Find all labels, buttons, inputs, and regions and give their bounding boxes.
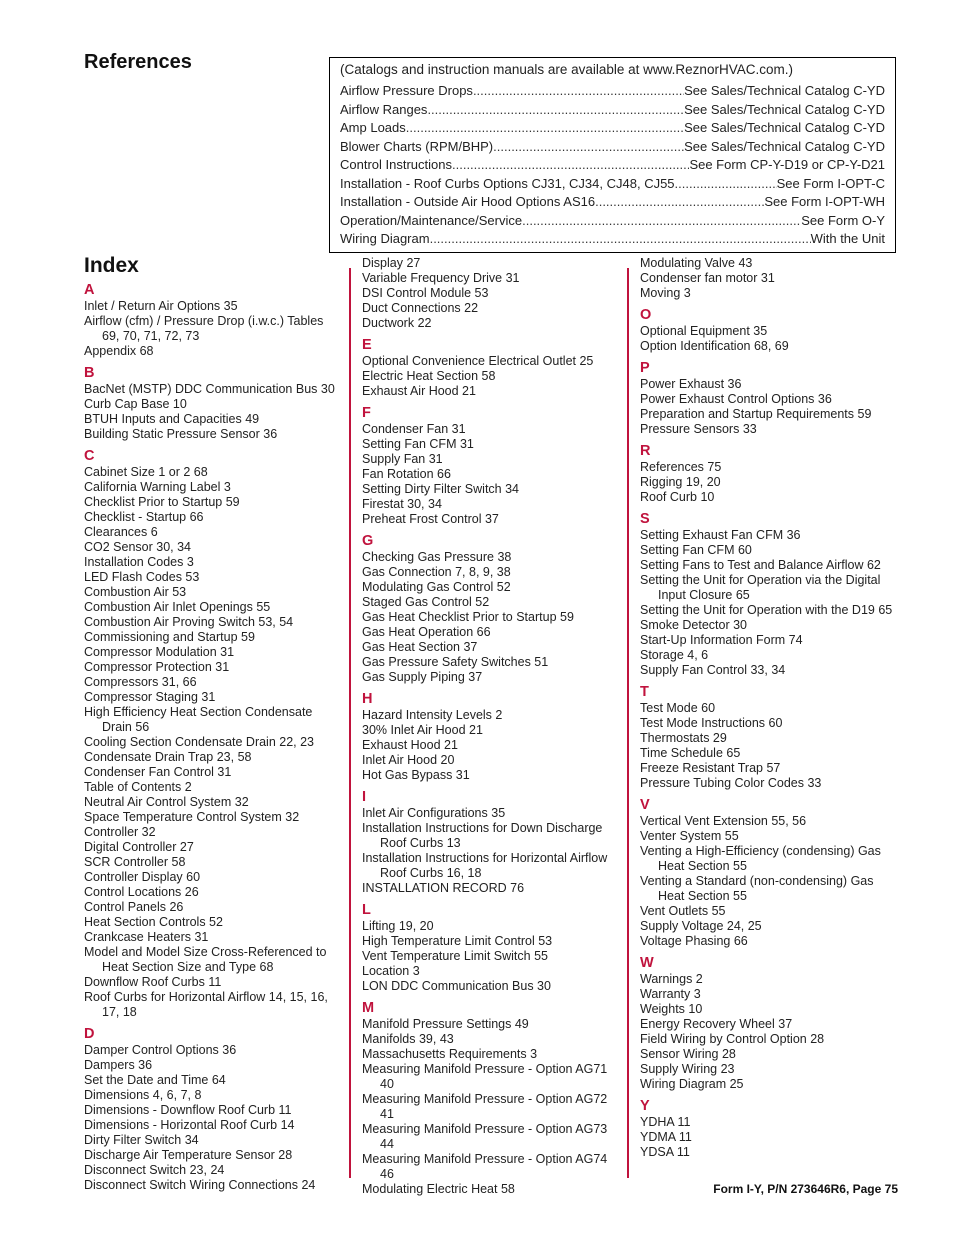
index-entry: Cooling Section Condensate Drain 22, 23 <box>84 735 315 749</box>
index-letter: S <box>640 511 650 527</box>
index-entry: CO2 Sensor 30, 34 <box>84 540 192 554</box>
index-entry: Combustion Air Proving Switch 53, 54 <box>84 615 294 629</box>
reference-topic: Installation - Outside Air Hood Options AS16 <box>340 194 596 209</box>
index-entry: LED Flash Codes 53 <box>84 570 200 584</box>
reference-topic: Airflow Ranges <box>340 101 428 117</box>
index-entry: Venting a High-Efficiency (condensing) Gas Heat Section 55 <box>640 844 881 873</box>
index-entry: Condensate Drain Trap 23, 58 <box>84 750 252 764</box>
dot-leader <box>493 139 684 154</box>
column-divider <box>349 268 351 1178</box>
index-letter: H <box>362 691 373 707</box>
index-entry: INSTALLATION RECORD 76 <box>362 881 525 895</box>
reference-row <box>340 194 885 213</box>
references-note: (Catalogs and instruction manuals are available at www.ReznorHVAC.com.) <box>340 62 793 77</box>
reference-see: See Form O-Y <box>801 212 885 228</box>
index-entry: BTUH Inputs and Capacities 49 <box>84 412 260 426</box>
index-entry: Compressor Protection 31 <box>84 660 230 674</box>
dot-leader <box>406 120 684 135</box>
index-entry: YDMA 11 <box>640 1130 692 1144</box>
dot-leader <box>595 194 764 209</box>
index-letter: O <box>640 307 652 323</box>
dot-leader <box>452 157 689 172</box>
index-entry: Field Wiring by Control Option 28 <box>640 1032 825 1046</box>
index-entry: DSI Control Module 53 <box>362 286 489 300</box>
index-entry: Wiring Diagram 25 <box>640 1077 744 1091</box>
reference-row <box>340 139 885 158</box>
index-entry: Checking Gas Pressure 38 <box>362 550 512 564</box>
reference-topic: Installation - Roof Curbs Options CJ31, CJ34, CJ48, CJ55 <box>340 175 675 191</box>
index-entry: Vent Outlets 55 <box>640 904 726 918</box>
index-entry: Control Locations 26 <box>84 885 199 899</box>
index-entry: Modulating Valve 43 <box>640 256 753 270</box>
index-entry: Roof Curbs for Horizontal Airflow 14, 15, 16, 17, 18 <box>84 990 328 1019</box>
index-entry: Vertical Vent Extension 55, 56 <box>640 814 807 828</box>
index-entry: Gas Heat Checklist Prior to Startup 59 <box>362 610 574 624</box>
index-entry: Test Mode 60 <box>640 701 716 715</box>
index-entry: Heat Section Controls 52 <box>84 915 223 929</box>
index-entry: Thermostats 29 <box>640 731 727 745</box>
references-list <box>340 83 885 250</box>
index-entry: Compressor Modulation 31 <box>84 645 235 659</box>
index-entry: Control Panels 26 <box>84 900 184 914</box>
index-entry: Controller 32 <box>84 825 156 839</box>
index-entry: Pressure Tubing Color Codes 33 <box>640 776 822 790</box>
index-entry: Neutral Air Control System 32 <box>84 795 249 809</box>
index-entry: Crankcase Heaters 31 <box>84 930 209 944</box>
index-entry: Freeze Resistant Trap 57 <box>640 761 781 775</box>
index-letter: I <box>362 789 367 805</box>
index-entry: Inlet Air Configurations 35 <box>362 806 506 820</box>
dot-leader <box>427 102 684 117</box>
index-entry: Roof Curb 10 <box>640 490 715 504</box>
index-entry: Compressors 31, 66 <box>84 675 197 689</box>
index-entry: Setting Exhaust Fan CFM 36 <box>640 528 801 542</box>
index-entry: Smoke Detector 30 <box>640 618 747 632</box>
index-entry: Combustion Air 53 <box>84 585 187 599</box>
index-entry: Table of Contents 2 <box>84 780 192 794</box>
reference-see: See Form CP-Y-D19 or CP-Y-D21 <box>689 157 885 172</box>
index-letter: W <box>640 955 654 971</box>
index-entry: Hot Gas Bypass 31 <box>362 768 470 782</box>
index-entry: Optional Equipment 35 <box>640 324 768 338</box>
index-column-2 <box>362 256 624 1197</box>
index-entry: Pressure Sensors 33 <box>640 422 757 436</box>
index-entry: Inlet / Return Air Options 35 <box>84 299 238 313</box>
index-entry: 30% Inlet Air Hood 21 <box>362 723 483 737</box>
index-letter: F <box>362 405 371 421</box>
index-entry: Test Mode Instructions 60 <box>640 716 783 730</box>
reference-topic: Blower Charts (RPM/BHP) <box>340 138 494 154</box>
index-entry: Set the Date and Time 64 <box>84 1073 226 1087</box>
index-entry: Setting Dirty Filter Switch 34 <box>362 482 519 496</box>
index-entry: References 75 <box>640 460 722 474</box>
index-letter: B <box>84 365 95 381</box>
reference-topic: Airflow Pressure Drops <box>340 83 473 98</box>
index-entry: BacNet (MSTP) DDC Communication Bus 30 <box>84 382 335 396</box>
index-entry: Setting the Unit for Operation via the Digital Input Closure 65 <box>640 573 881 602</box>
index-entry: Discharge Air Temperature Sensor 28 <box>84 1148 293 1162</box>
index-entry: Duct Connections 22 <box>362 301 479 315</box>
index-entry: Disconnect Switch 23, 24 <box>84 1163 225 1177</box>
index-entry: California Warning Label 3 <box>84 480 231 494</box>
index-letter: M <box>362 1000 375 1016</box>
index-entry: Compressor Staging 31 <box>84 690 216 704</box>
dot-leader <box>473 83 684 98</box>
index-heading: Index <box>84 254 139 277</box>
index-entry: Preheat Frost Control 37 <box>362 512 499 526</box>
index-entry: Checklist Prior to Startup 59 <box>84 495 240 509</box>
index-entry: Display 27 <box>362 256 421 270</box>
index-entry: Gas Heat Section 37 <box>362 640 478 654</box>
reference-topic: Wiring Diagram <box>340 231 430 246</box>
index-entry: Voltage Phasing 66 <box>640 934 748 948</box>
references-box <box>329 57 896 253</box>
index-entry: Disconnect Switch Wiring Connections 24 <box>84 1178 316 1192</box>
index-entry: Dimensions 4, 6, 7, 8 <box>84 1088 202 1102</box>
index-entry: LON DDC Communication Bus 30 <box>362 979 551 993</box>
index-entry: High Efficiency Heat Section Condensate Drain 56 <box>84 705 313 734</box>
index-letter: P <box>640 360 650 376</box>
index-letter: V <box>640 797 650 813</box>
index-entry: Weights 10 <box>640 1002 703 1016</box>
index-entry: Checklist - Startup 66 <box>84 510 204 524</box>
reference-row <box>340 102 885 121</box>
index-entry: Power Exhaust 36 <box>640 377 742 391</box>
index-entry: Gas Pressure Safety Switches 51 <box>362 655 549 669</box>
index-entry: Supply Fan Control 33, 34 <box>640 663 786 677</box>
index-entry: Building Static Pressure Sensor 36 <box>84 427 278 441</box>
reference-topic: Operation/Maintenance/Service <box>340 212 523 228</box>
index-entry: Firestat 30, 34 <box>362 497 442 511</box>
index-letter: C <box>84 448 95 464</box>
reference-row <box>340 120 885 139</box>
reference-see: See Sales/Technical Catalog C-YD <box>684 101 885 117</box>
reference-row <box>340 231 885 250</box>
index-entry: Energy Recovery Wheel 37 <box>640 1017 793 1031</box>
index-entry: Exhaust Hood 21 <box>362 738 458 752</box>
page-footer: Form I-Y, P/N 273646R6, Page 75 <box>713 1182 898 1196</box>
index-entry: Curb Cap Base 10 <box>84 397 187 411</box>
index-entry: Modulating Gas Control 52 <box>362 580 511 594</box>
index-entry: Storage 4, 6 <box>640 648 709 662</box>
index-entry: Start-Up Information Form 74 <box>640 633 803 647</box>
index-entry: Condenser Fan Control 31 <box>84 765 232 779</box>
index-entry: Condenser Fan 31 <box>362 422 466 436</box>
reference-topic: Control Instructions <box>340 157 452 172</box>
index-entry: Warranty 3 <box>640 987 701 1001</box>
index-entry: Venter System 55 <box>640 829 739 843</box>
index-entry: YDHA 11 <box>640 1115 691 1129</box>
index-entry: Electric Heat Section 58 <box>362 369 496 383</box>
index-entry: Gas Supply Piping 37 <box>362 670 483 684</box>
reference-row <box>340 176 885 195</box>
index-entry: Dimensions - Horizontal Roof Curb 14 <box>84 1118 295 1132</box>
index-entry: Staged Gas Control 52 <box>362 595 490 609</box>
reference-row <box>340 213 885 232</box>
index-entry: Installation Instructions for Down Discharge Roof Curbs 13 <box>362 821 603 850</box>
index-entry: Supply Voltage 24, 25 <box>640 919 762 933</box>
index-entry: Setting Fans to Test and Balance Airflow 62 <box>640 558 881 572</box>
index-entry: Preparation and Startup Requirements 59 <box>640 407 872 421</box>
dot-leader <box>522 213 801 228</box>
index-entry: Power Exhaust Control Options 36 <box>640 392 832 406</box>
index-entry: Cabinet Size 1 or 2 68 <box>84 465 208 479</box>
index-letter: E <box>362 337 372 353</box>
index-column-3 <box>640 256 902 1160</box>
index-entry: Supply Wiring 23 <box>640 1062 735 1076</box>
reference-see: See Form I-OPT-C <box>776 175 885 191</box>
index-entry: Gas Heat Operation 66 <box>362 625 491 639</box>
reference-see: See Sales/Technical Catalog C-YD <box>684 83 885 98</box>
index-entry: Measuring Manifold Pressure - Option AG71 40 <box>362 1062 608 1091</box>
index-entry: Dampers 36 <box>84 1058 153 1072</box>
index-entry: Space Temperature Control System 32 <box>84 810 300 824</box>
index-entry: Venting a Standard (non-condensing) Gas Heat Section 55 <box>640 874 874 903</box>
index-entry: Digital Controller 27 <box>84 840 194 854</box>
index-entry: Measuring Manifold Pressure - Option AG74 46 <box>362 1152 608 1181</box>
index-entry: Ductwork 22 <box>362 316 432 330</box>
reference-see: See Form I-OPT-WH <box>764 194 885 209</box>
index-entry: Sensor Wiring 28 <box>640 1047 736 1061</box>
index-letter: Y <box>640 1098 650 1114</box>
index-entry: Fan Rotation 66 <box>362 467 451 481</box>
index-entry: Massachusetts Requirements 3 <box>362 1047 538 1061</box>
index-entry: Commissioning and Startup 59 <box>84 630 255 644</box>
index-entry: Setting the Unit for Operation with the D19 65 <box>640 603 893 617</box>
index-entry: Airflow (cfm) / Pressure Drop (i.w.c.) Tables 69, 70, 71, 72, 73 <box>84 314 324 343</box>
index-entry: Condenser fan motor 31 <box>640 271 775 285</box>
dot-leader <box>430 231 811 246</box>
index-entry: Time Schedule 65 <box>640 746 741 760</box>
index-entry: Optional Convenience Electrical Outlet 25 <box>362 354 594 368</box>
index-entry: Location 3 <box>362 964 420 978</box>
index-entry: Warnings 2 <box>640 972 703 986</box>
index-entry: Clearances 6 <box>84 525 158 539</box>
index-entry: Variable Frequency Drive 31 <box>362 271 520 285</box>
index-entry: Hazard Intensity Levels 2 <box>362 708 503 722</box>
index-letter: L <box>362 902 371 918</box>
references-heading: References <box>84 51 192 73</box>
index-entry: Installation Instructions for Horizontal Airflow Roof Curbs 16, 18 <box>362 851 608 880</box>
index-entry: Controller Display 60 <box>84 870 201 884</box>
index-entry: Inlet Air Hood 20 <box>362 753 455 767</box>
index-entry: Damper Control Options 36 <box>84 1043 237 1057</box>
index-entry: Vent Temperature Limit Switch 55 <box>362 949 548 963</box>
index-entry: Manifold Pressure Settings 49 <box>362 1017 529 1031</box>
index-entry: Supply Fan 31 <box>362 452 443 466</box>
index-entry: YDSA 11 <box>640 1145 690 1159</box>
index-entry: Exhaust Air Hood 21 <box>362 384 476 398</box>
index-entry: Installation Codes 3 <box>84 555 194 569</box>
reference-row <box>340 83 885 102</box>
index-letter: T <box>640 684 649 700</box>
index-column-1 <box>84 282 344 1193</box>
reference-see: With the Unit <box>810 231 885 246</box>
index-entry: Modulating Electric Heat 58 <box>362 1182 515 1196</box>
reference-row <box>340 157 885 176</box>
reference-topic: Amp Loads <box>340 120 406 135</box>
reference-see: See Sales/Technical Catalog C-YD <box>684 138 885 154</box>
index-entry: Measuring Manifold Pressure - Option AG73 44 <box>362 1122 608 1151</box>
index-entry: Model and Model Size Cross-Referenced to Heat Section Size and Type 68 <box>84 945 327 974</box>
index-entry: Dimensions - Downflow Roof Curb 11 <box>84 1103 292 1117</box>
index-entry: Measuring Manifold Pressure - Option AG72 41 <box>362 1092 608 1121</box>
index-entry: Combustion Air Inlet Openings 55 <box>84 600 271 614</box>
index-entry: High Temperature Limit Control 53 <box>362 934 553 948</box>
index-entry: Moving 3 <box>640 286 691 300</box>
index-entry: Lifting 19, 20 <box>362 919 434 933</box>
index-letter: D <box>84 1026 95 1042</box>
index-entry: Dirty Filter Switch 34 <box>84 1133 199 1147</box>
index-letter: G <box>362 533 374 549</box>
index-entry: SCR Controller 58 <box>84 855 186 869</box>
dot-leader <box>675 176 777 191</box>
index-entry: Appendix 68 <box>84 344 154 358</box>
index-entry: Option Identification 68, 69 <box>640 339 789 353</box>
index-letter: A <box>84 282 95 298</box>
index-entry: Gas Connection 7, 8, 9, 38 <box>362 565 511 579</box>
index-entry: Downflow Roof Curbs 11 <box>84 975 222 989</box>
reference-see: See Sales/Technical Catalog C-YD <box>684 120 885 135</box>
index-letter: R <box>640 443 651 459</box>
index-entry: Manifolds 39, 43 <box>362 1032 454 1046</box>
index-entry: Rigging 19, 20 <box>640 475 721 489</box>
index-entry: Setting Fan CFM 60 <box>640 543 752 557</box>
column-divider <box>627 268 629 1178</box>
index-entry: Setting Fan CFM 31 <box>362 437 474 451</box>
